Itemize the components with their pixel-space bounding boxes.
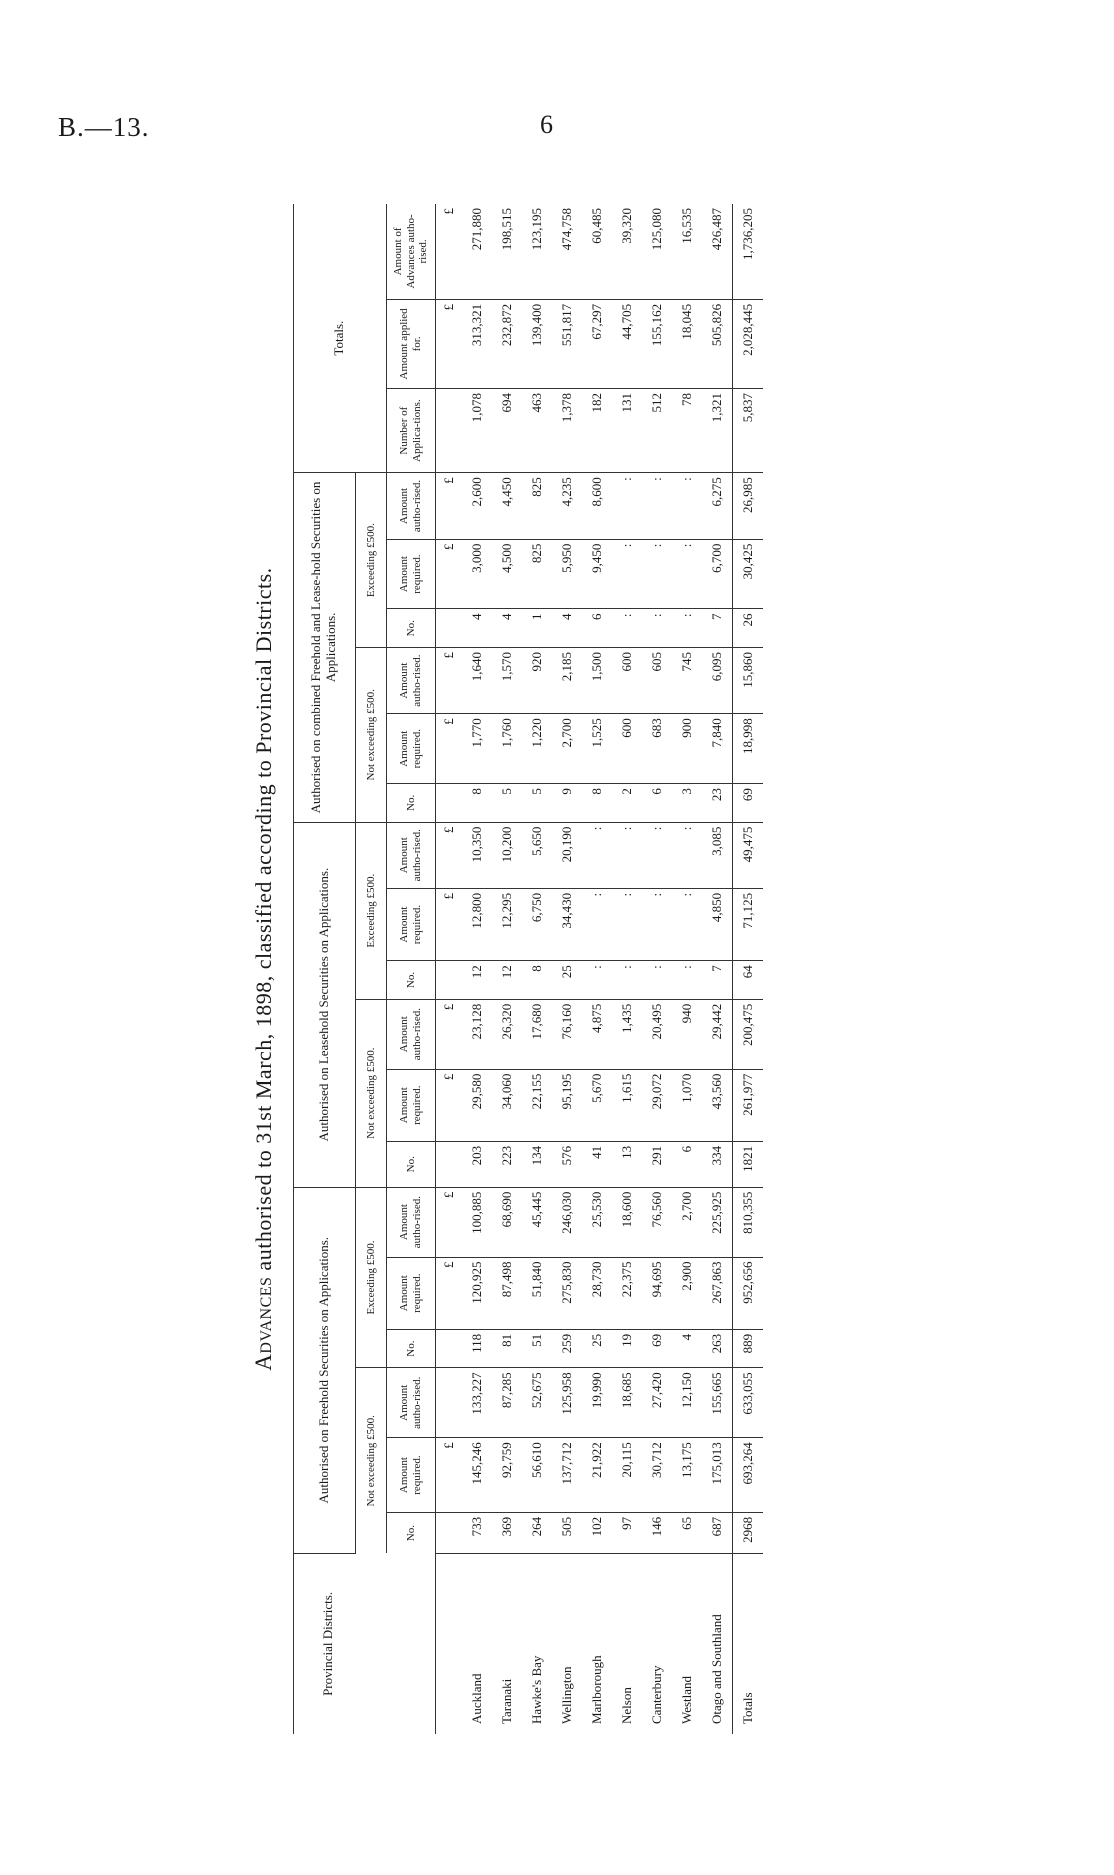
table-cell: :	[642, 473, 672, 539]
table-cell: 29,072	[642, 1069, 672, 1141]
table-cell: 1,435	[612, 999, 642, 1069]
table-row	[462, 204, 492, 1734]
table-cell: 68,690	[492, 1187, 522, 1257]
table-cell: 5,670	[582, 1069, 612, 1141]
table-cell: 41	[582, 1141, 612, 1187]
table-cell: 12	[492, 961, 522, 1000]
table-cell: 2,185	[552, 647, 582, 713]
header-no: No.	[387, 1141, 436, 1187]
table-cell: 19,990	[582, 1368, 612, 1438]
header-freehold-exceeding: Exceeding £500.	[356, 1187, 387, 1368]
table-cell: 71,125	[733, 888, 764, 960]
table-cell: 5	[522, 784, 552, 823]
table-cell: 12,150	[672, 1368, 702, 1438]
table-cell: 1	[522, 609, 552, 648]
table-cell: 19	[612, 1329, 642, 1368]
table-cell: 125,080	[642, 204, 672, 299]
table-cell: :	[582, 961, 612, 1000]
table-cell: 200,475	[733, 999, 764, 1069]
header-totals: Totals.	[293, 204, 387, 473]
unit-cell: £	[436, 1069, 463, 1141]
table-cell: 18,045	[672, 299, 702, 388]
table-cell: :	[642, 961, 672, 1000]
table-cell: 4,850	[702, 888, 733, 960]
table-cell: 155,665	[702, 1368, 733, 1438]
table-cell: 49,475	[733, 822, 764, 888]
unit-cell: £	[436, 1438, 463, 1513]
table-cell: :	[612, 609, 642, 648]
table-cell: 100,885	[462, 1187, 492, 1257]
table-cell: 900	[672, 714, 702, 784]
table-cell: 576	[552, 1141, 582, 1187]
header-amount-of-advances: Amount of Advances autho-rised.	[387, 204, 436, 299]
table-row	[582, 204, 612, 1734]
table-cell: 9,450	[582, 539, 612, 609]
table-cell: 25	[552, 961, 582, 1000]
table-cell: 13	[612, 1141, 642, 1187]
table-cell: 102	[582, 1512, 612, 1553]
table-cell: :	[672, 539, 702, 609]
table-cell: 1,770	[462, 714, 492, 784]
header-amount-required: Amount required.	[387, 1438, 436, 1513]
table-cell: 6	[582, 609, 612, 648]
table-cell: :	[642, 888, 672, 960]
unit-cell: £	[436, 1187, 463, 1257]
table-cell: 23,128	[462, 999, 492, 1069]
header-amount-required: Amount required.	[387, 888, 436, 960]
table-cell: 4	[462, 609, 492, 648]
table-cell: 134	[522, 1141, 552, 1187]
table-cell: 123,195	[522, 204, 552, 299]
table-cell: 7,840	[702, 714, 733, 784]
table-cell: 182	[582, 388, 612, 472]
table-cell: 3,000	[462, 539, 492, 609]
table-cell: 605	[642, 647, 672, 713]
table-cell: 810,355	[733, 1187, 764, 1257]
table-cell: 313,321	[462, 299, 492, 388]
table-cell: 12	[462, 961, 492, 1000]
table-row	[702, 204, 733, 1734]
table-cell: 4,450	[492, 473, 522, 539]
header-no: No.	[387, 784, 436, 823]
totals-row	[733, 204, 764, 1734]
table-cell: 694	[492, 388, 522, 472]
table-cell: 463	[522, 388, 552, 472]
district-name: Wellington	[559, 1666, 574, 1724]
table-cell: 30,712	[642, 1438, 672, 1513]
table-row	[492, 204, 522, 1734]
table-row	[552, 204, 582, 1734]
header-amount-required: Amount required.	[387, 1257, 436, 1329]
table-cell: 2,600	[462, 473, 492, 539]
table-cell: :	[612, 539, 642, 609]
table-cell: 6	[642, 784, 672, 823]
district-name: Hawke's Bay	[529, 1655, 544, 1724]
table-cell: 64	[733, 961, 764, 1000]
table-cell: :	[612, 961, 642, 1000]
header-amount-authorised: Amount autho-rised.	[387, 647, 436, 713]
district-name: Taranaki	[499, 1678, 514, 1724]
table-cell: 18,600	[612, 1187, 642, 1257]
table-cell: 34,430	[552, 888, 582, 960]
header-amount-authorised: Amount autho-rised.	[387, 822, 436, 888]
table-cell: 600	[612, 714, 642, 784]
table-cell: 683	[642, 714, 672, 784]
table-cell: 825	[522, 539, 552, 609]
table-cell: 43,560	[702, 1069, 733, 1141]
table-cell: :	[672, 473, 702, 539]
table-cell: 1,500	[582, 647, 612, 713]
unit-cell	[436, 1329, 463, 1368]
table-cell: 60,485	[582, 204, 612, 299]
district-name: Westland	[679, 1675, 694, 1724]
title-lead: Advances	[251, 1276, 276, 1371]
unit-cell: £	[436, 888, 463, 960]
table-cell: 5,837	[733, 388, 764, 472]
table-cell: 56,610	[522, 1438, 552, 1513]
table-cell: 198,515	[492, 204, 522, 299]
unit-cell	[436, 1553, 463, 1734]
table-cell: 28,730	[582, 1257, 612, 1329]
table-cell: 26	[733, 609, 764, 648]
header-amount-authorised: Amount autho-rised.	[387, 1187, 436, 1257]
table-cell: 8	[582, 784, 612, 823]
header-freehold-not-exceeding: Not exceeding £500.	[356, 1368, 387, 1553]
unit-cell: £	[436, 822, 463, 888]
table-cell: :	[612, 473, 642, 539]
table-cell: 232,872	[492, 299, 522, 388]
table-cell: 44,705	[612, 299, 642, 388]
table-cell: 76,560	[642, 1187, 672, 1257]
table-cell: 17,680	[522, 999, 552, 1069]
table-cell: 223	[492, 1141, 522, 1187]
table-cell: 1,321	[702, 388, 733, 472]
table-cell: 175,013	[702, 1438, 733, 1513]
unit-cell: £	[436, 539, 463, 609]
table-cell: :	[642, 539, 672, 609]
header-amount-authorised: Amount autho-rised.	[387, 999, 436, 1069]
rotated-table-sheet	[235, 204, 835, 1734]
table-cell: 2	[612, 784, 642, 823]
table-cell: 889	[733, 1329, 764, 1368]
header-combined-not-exceeding: Not exceeding £500.	[356, 647, 387, 822]
table-cell: 8	[522, 961, 552, 1000]
table-cell: 505	[552, 1512, 582, 1553]
table-cell: 4,875	[582, 999, 612, 1069]
page-reference: B.—13.	[58, 112, 150, 142]
table-cell: 18,685	[612, 1368, 642, 1438]
unit-cell	[436, 1368, 463, 1438]
table-cell: :	[612, 822, 642, 888]
header-amount-required: Amount required.	[387, 1069, 436, 1141]
advances-table	[293, 204, 763, 1734]
header-no: No.	[387, 1512, 436, 1553]
unit-cell: £	[436, 647, 463, 713]
table-cell: 2,700	[672, 1187, 702, 1257]
table-cell: 51	[522, 1329, 552, 1368]
unit-cell: £	[436, 473, 463, 539]
unit-cell: £	[436, 714, 463, 784]
table-title	[235, 204, 293, 1734]
table-cell: 20,115	[612, 1438, 642, 1513]
unit-cell: £	[436, 1257, 463, 1329]
table-cell: 97	[612, 1512, 642, 1553]
table-cell: 2,028,445	[733, 299, 764, 388]
table-cell: 745	[672, 647, 702, 713]
table-cell: 87,285	[492, 1368, 522, 1438]
table-cell: 7	[702, 961, 733, 1000]
table-cell: 27,420	[642, 1368, 672, 1438]
table-cell: 125,958	[552, 1368, 582, 1438]
table-cell: 3,085	[702, 822, 733, 888]
district-name: Auckland	[469, 1673, 484, 1724]
table-cell: 1,640	[462, 647, 492, 713]
header-leasehold-not-exceeding: Not exceeding £500.	[356, 999, 387, 1187]
table-cell: 271,880	[462, 204, 492, 299]
unit-cell: £	[436, 999, 463, 1069]
table-cell: 45,445	[522, 1187, 552, 1257]
table-cell: 633,055	[733, 1368, 764, 1438]
table-cell: 78	[672, 388, 702, 472]
table-cell: 81	[492, 1329, 522, 1368]
unit-cell: £	[436, 204, 463, 299]
table-cell: 1,070	[672, 1069, 702, 1141]
table-cell: 6	[672, 1141, 702, 1187]
table-cell: 69	[642, 1329, 672, 1368]
table-cell: 139,400	[522, 299, 552, 388]
table-cell: 30,425	[733, 539, 764, 609]
table-cell: 94,695	[642, 1257, 672, 1329]
table-cell: 12,800	[462, 888, 492, 960]
table-cell: 22,155	[522, 1069, 552, 1141]
table-cell: 4,235	[552, 473, 582, 539]
table-cell: 95,195	[552, 1069, 582, 1141]
table-cell: 26,320	[492, 999, 522, 1069]
table-cell: 155,162	[642, 299, 672, 388]
table-cell: 5,950	[552, 539, 582, 609]
table-cell: 67,297	[582, 299, 612, 388]
table-cell: 687	[702, 1512, 733, 1553]
table-cell: 137,712	[552, 1438, 582, 1513]
header-combined: Authorised on combined Freehold and Lease-hold Securities on Applications.	[293, 473, 356, 822]
table-cell: :	[582, 822, 612, 888]
unit-cell	[436, 961, 463, 1000]
table-cell: 6,750	[522, 888, 552, 960]
table-cell: 29,442	[702, 999, 733, 1069]
header-freehold: Authorised on Freehold Securities on Applications.	[293, 1187, 356, 1553]
table-row	[522, 204, 552, 1734]
table-cell: :	[672, 822, 702, 888]
table-cell: 1821	[733, 1141, 764, 1187]
unit-cell	[436, 1141, 463, 1187]
table-cell: :	[672, 888, 702, 960]
table-cell: 259	[552, 1329, 582, 1368]
table-cell: 20,495	[642, 999, 672, 1069]
table-cell: 7	[702, 609, 733, 648]
table-row	[612, 204, 642, 1734]
table-cell: 25	[582, 1329, 612, 1368]
header-amount-required: Amount required.	[387, 714, 436, 784]
table-cell: 39,320	[612, 204, 642, 299]
table-cell: 369	[492, 1512, 522, 1553]
page-number: 6	[540, 110, 553, 139]
table-cell: 52,675	[522, 1368, 552, 1438]
table-cell: 1,760	[492, 714, 522, 784]
table-cell: 733	[462, 1512, 492, 1553]
table-cell: 225,925	[702, 1187, 733, 1257]
unit-cell	[436, 388, 463, 472]
table-cell: 5,650	[522, 822, 552, 888]
header-no: No.	[387, 961, 436, 1000]
table-cell: 8,600	[582, 473, 612, 539]
table-cell: 21,922	[582, 1438, 612, 1513]
header-combined-exceeding: Exceeding £500.	[356, 473, 387, 648]
unit-cell	[436, 609, 463, 648]
table-cell: 4	[672, 1329, 702, 1368]
table-cell: 3	[672, 784, 702, 823]
table-cell: 246,030	[552, 1187, 582, 1257]
table-cell: 4	[552, 609, 582, 648]
table-cell: 145,246	[462, 1438, 492, 1513]
table-cell: 1,078	[462, 388, 492, 472]
table-cell: 10,200	[492, 822, 522, 888]
table-cell: 65	[672, 1512, 702, 1553]
table-cell: 13,175	[672, 1438, 702, 1513]
district-name: Canterbury	[649, 1665, 664, 1724]
district-name: Nelson	[619, 1687, 634, 1724]
table-cell: 133,227	[462, 1368, 492, 1438]
district-name: Marlborough	[589, 1655, 604, 1724]
table-cell: 87,498	[492, 1257, 522, 1329]
table-cell: :	[642, 609, 672, 648]
table-cell: 10,350	[462, 822, 492, 888]
table-cell: 474,758	[552, 204, 582, 299]
header-provincial-districts: Provincial Districts.	[293, 1553, 436, 1734]
table-cell: 426,487	[702, 204, 733, 299]
table-cell: 952,656	[733, 1257, 764, 1329]
table-cell: 512	[642, 388, 672, 472]
table-cell: 693,264	[733, 1438, 764, 1513]
table-cell: 76,160	[552, 999, 582, 1069]
table-cell: 69	[733, 784, 764, 823]
table-cell: 6,095	[702, 647, 733, 713]
header-no: No.	[387, 1329, 436, 1368]
table-cell: 267,863	[702, 1257, 733, 1329]
table-cell: 118	[462, 1329, 492, 1368]
district-name: Otago and Southland	[709, 1614, 724, 1724]
table-cell: 22,375	[612, 1257, 642, 1329]
table-cell: 15,860	[733, 647, 764, 713]
table-cell: :	[642, 822, 672, 888]
table-cell: 1,220	[522, 714, 552, 784]
header-leasehold-exceeding: Exceeding £500.	[356, 822, 387, 999]
table-cell: 9	[552, 784, 582, 823]
currency-unit-row	[436, 204, 463, 1734]
table-cell: 263	[702, 1329, 733, 1368]
table-cell: 1,615	[612, 1069, 642, 1141]
table-cell: 23	[702, 784, 733, 823]
table-cell: 25,530	[582, 1187, 612, 1257]
table-cell: 505,826	[702, 299, 733, 388]
table-cell: 8	[462, 784, 492, 823]
table-row	[672, 204, 702, 1734]
table-cell: 551,817	[552, 299, 582, 388]
table-cell: 51,840	[522, 1257, 552, 1329]
table-cell: 275,830	[552, 1257, 582, 1329]
header-leasehold: Authorised on Leasehold Securities on Applications.	[293, 822, 356, 1187]
table-cell: 92,759	[492, 1438, 522, 1513]
table-cell: 18,998	[733, 714, 764, 784]
table-cell: :	[672, 961, 702, 1000]
table-cell: 5	[492, 784, 522, 823]
table-cell: 600	[612, 647, 642, 713]
header-amount-required: Amount required.	[387, 539, 436, 609]
table-cell: 34,060	[492, 1069, 522, 1141]
table-cell: 334	[702, 1141, 733, 1187]
header-no: No.	[387, 609, 436, 648]
table-cell: 1,736,205	[733, 204, 764, 299]
header-amount-applied-for: Amount applied for.	[387, 299, 436, 388]
table-cell: 920	[522, 647, 552, 713]
table-cell: 2968	[733, 1512, 764, 1553]
table-cell: 6,275	[702, 473, 733, 539]
table-cell: 2,900	[672, 1257, 702, 1329]
table-cell: 26,985	[733, 473, 764, 539]
table-cell: 12,295	[492, 888, 522, 960]
table-cell: 4	[492, 609, 522, 648]
table-cell: 20,190	[552, 822, 582, 888]
table-cell: 16,535	[672, 204, 702, 299]
table-cell: 29,580	[462, 1069, 492, 1141]
table-cell: 291	[642, 1141, 672, 1187]
table-cell: 203	[462, 1141, 492, 1187]
table-cell: 2,700	[552, 714, 582, 784]
district-name: Totals	[733, 1553, 764, 1734]
header-number-of-applications: Number of Applica-tions.	[387, 388, 436, 472]
table-cell: 120,925	[462, 1257, 492, 1329]
table-cell: 264	[522, 1512, 552, 1553]
table-cell: :	[672, 609, 702, 648]
unit-cell	[436, 1512, 463, 1553]
table-cell: 4,500	[492, 539, 522, 609]
table-cell: 146	[642, 1512, 672, 1553]
title-rest: authorised to 31st March, 1898, classified according to Provincial Districts.	[251, 567, 276, 1277]
table-cell: 940	[672, 999, 702, 1069]
table-cell: :	[612, 888, 642, 960]
table-body	[436, 204, 764, 1734]
table-cell: 1,378	[552, 388, 582, 472]
table-cell: 6,700	[702, 539, 733, 609]
table-cell: 1,525	[582, 714, 612, 784]
table-cell: 261,977	[733, 1069, 764, 1141]
table-cell: :	[582, 888, 612, 960]
table-cell: 825	[522, 473, 552, 539]
unit-cell: £	[436, 299, 463, 388]
table-cell: 1,570	[492, 647, 522, 713]
table-cell: 131	[612, 388, 642, 472]
unit-cell	[436, 784, 463, 823]
header-amount-authorised: Amount autho-rised.	[387, 473, 436, 539]
header-amount-authorised: Amount autho-rised.	[387, 1368, 436, 1438]
table-row	[642, 204, 672, 1734]
